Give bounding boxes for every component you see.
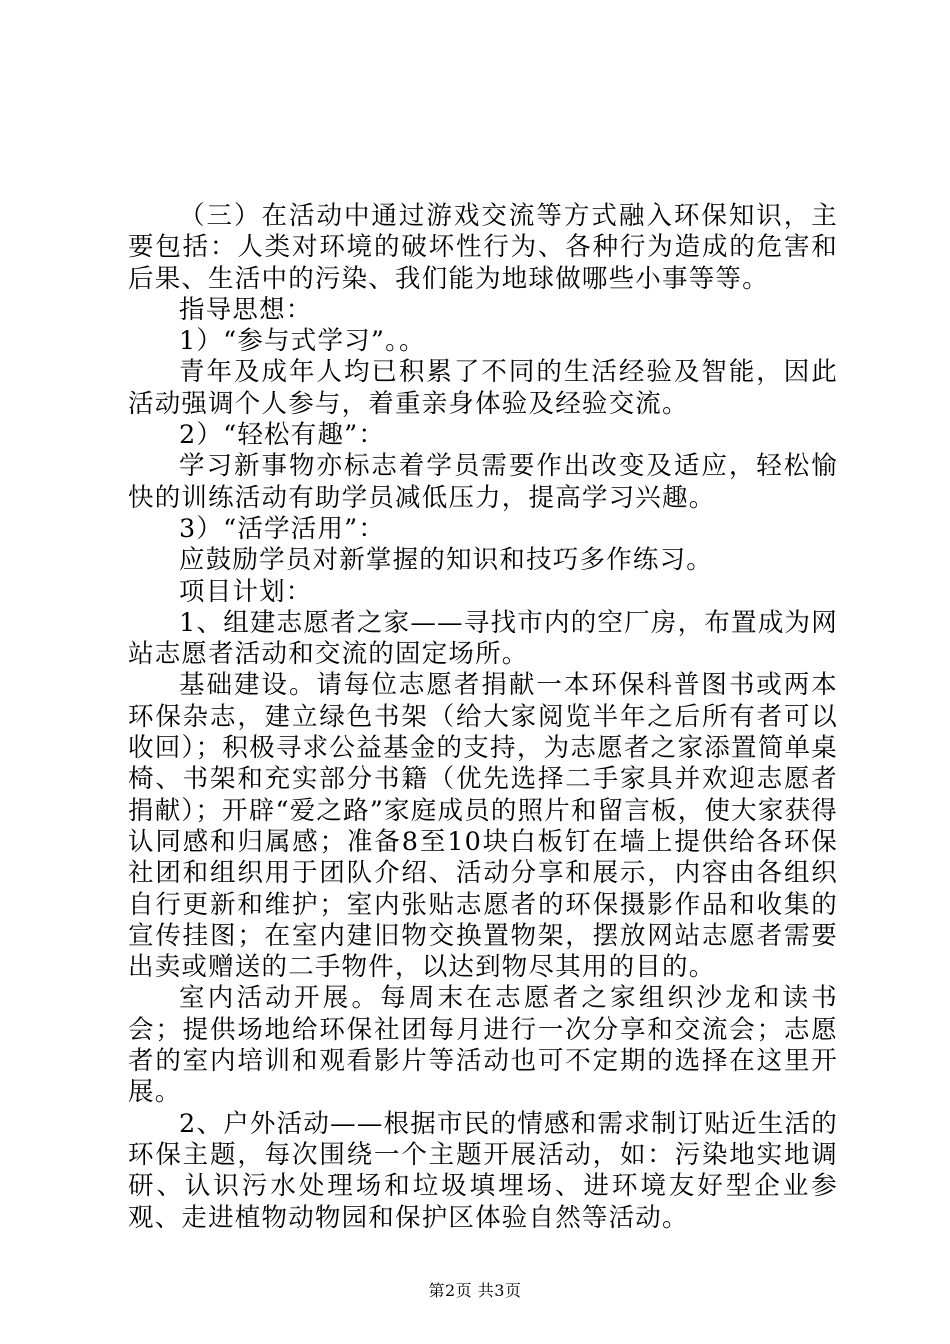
paragraph-principle-3-body: 应鼓励学员对新掌握的知识和技巧多作练习。: [179, 545, 714, 576]
paragraph-principle-1-body: 青年及成年人均已积累了不同的生活经验及智能，因此活动强调个人参与，着重亲身体验及经验交流。: [128, 357, 838, 419]
paragraph-infrastructure: 基础建设。请每位志愿者捐献一本环保科普图书或两本环保杂志，建立绿色书架（给大家阅览半年之后所有者可以收回）；积极寻求公益基金的支持，为志愿者之家添置简单桌椅、书架和充实部分书籍（优先选择二手家具并欢迎志愿者捐献）；开辟“爱之路”家庭成员的照片和留言板，使大家获得认同感和归属感；准备8至10块白板钉在墙上提供给各环保社团和组织用于团队介绍、活动分享和展示，内容由各组织自行更新和维护；室内张贴志愿者的环保摄影作品和收集的宣传挂图；在室内建旧物交换置物架，摆放网站志愿者需要出卖或赠送的二手物件，以达到物尽其用的目的。: [128, 670, 838, 983]
paragraph-plan-item-2: 2、户外活动——根据市民的情感和需求制订贴近生活的环保主题，每次围绕一个主题开展活动，如：污染地实地调研、认识污水处理场和垃圾填埋场、进环境友好型企业参观、走进植物动物园和保护区体验自然等活动。: [128, 1108, 838, 1233]
paragraph-principle-1-title: 1）“参与式学习”。。: [179, 326, 426, 357]
paragraph-guiding-ideas-heading: 指导思想：: [179, 294, 313, 325]
paragraph-activities-content: （三）在活动中通过游戏交流等方式融入环保知识，主要包括：人类对环境的破坏性行为、各种行为造成的危害和后果、生活中的污染、我们能为地球做哪些小事等等。: [128, 201, 838, 294]
paragraph-principle-2-body: 学习新事物亦标志着学员需要作出改变及适应，轻松愉快的训练活动有助学员减低压力，提高学习兴趣。: [128, 451, 838, 513]
page-footer: [0, 1281, 950, 1301]
paragraph-project-plan-heading: 项目计划：: [179, 576, 313, 607]
paragraph-principle-2-title: 2）“轻松有趣”：: [179, 420, 386, 451]
paragraph-plan-item-1: 1、组建志愿者之家——寻找市内的空厂房，布置成为网站志愿者活动和交流的固定场所。: [128, 607, 838, 670]
document-body: [128, 201, 838, 1234]
paragraph-principle-3-title: 3）“活学活用”：: [179, 513, 386, 544]
page-number-label: 第2页 共3页: [428, 1281, 522, 1300]
paragraph-indoor-activities: 室内活动开展。每周末在志愿者之家组织沙龙和读书会；提供场地给环保社团每月进行一次分享和交流会；志愿者的室内培训和观看影片等活动也可不定期的选择在这里开展。: [128, 983, 838, 1108]
